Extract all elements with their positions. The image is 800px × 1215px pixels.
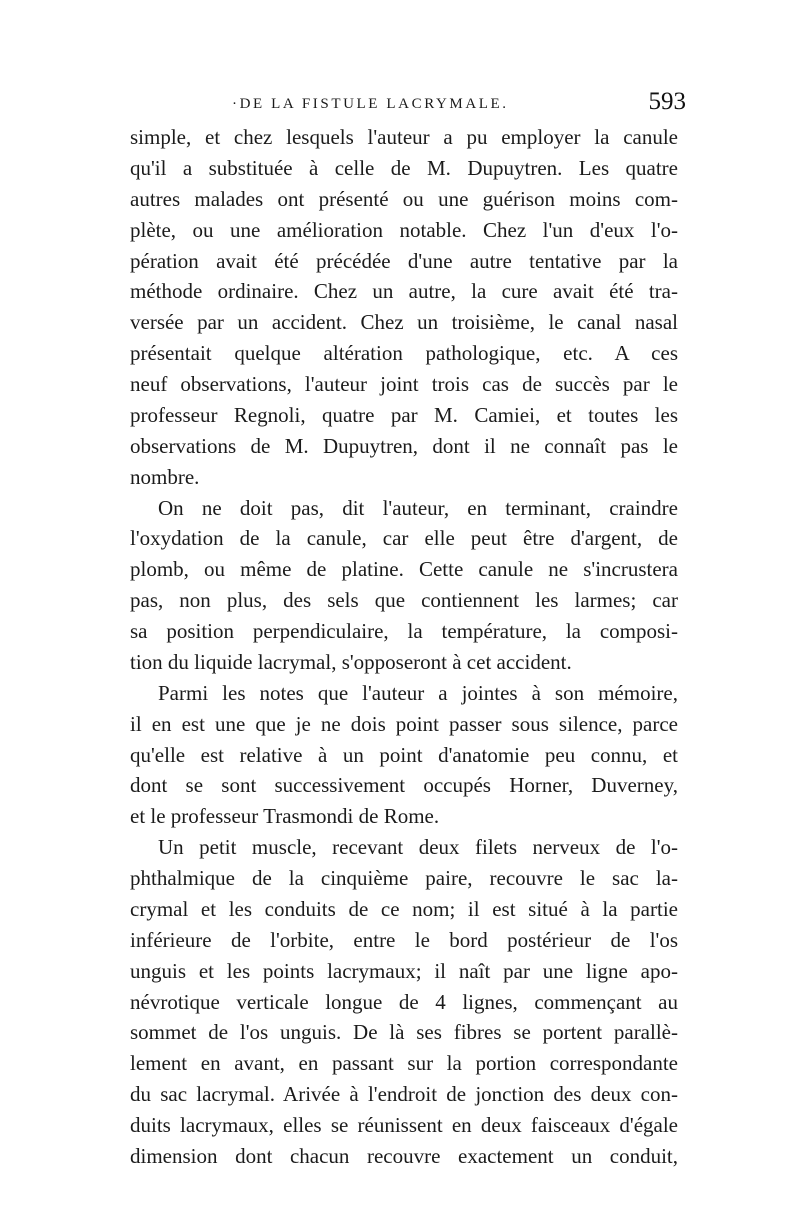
text-line: sa position perpendiculaire, la température, la composi-	[130, 619, 678, 643]
running-title: ·DE LA FISTULE LACRYMALE.	[232, 96, 509, 112]
text-line: dimension dont chacun recouvre exactement un conduit,	[130, 1143, 678, 1168]
text-line: névrotique verticale longue de 4 lignes, commençant au	[130, 989, 678, 1014]
paragraph-start-line: Un petit muscle, recevant deux filets nerveux de l'o-	[158, 835, 678, 860]
text-line: unguis et les points lacrymaux; il naît par une ligne apo-	[130, 958, 678, 983]
text-line: crymal et les conduits de ce nom; il est situé à la partie	[130, 896, 678, 921]
text-line: l'oxydation de la canule, car elle peut être d'argent, de	[130, 526, 678, 551]
text-line: qu'elle est relative à un point d'anatomie peu connu, et	[130, 742, 678, 767]
text-line: pération avait été précédée d'une autre tentative par la	[130, 248, 678, 273]
text-line: présentait quelque altération pathologique, etc. A ces	[130, 341, 678, 366]
text-line: phthalmique de la cinquième paire, recouvre le sac la-	[130, 866, 678, 890]
text-line: plète, ou une amélioration notable. Chez l'un d'eux l'o-	[130, 217, 678, 242]
text-line: tion du liquide lacrymal, s'opposeront à cet accident.	[130, 649, 572, 674]
page-number: 593	[648, 88, 686, 115]
text-line: versée par un accident. Chez un troisième, le canal nasal	[130, 310, 678, 335]
text-line: pas, non plus, des sels que contiennent les larmes; car	[130, 588, 678, 613]
text-line: autres malades ont présenté ou une guérison moins com-	[130, 186, 678, 211]
text-line: observations de M. Dupuytren, dont il ne connaît pas le	[130, 433, 678, 458]
paragraph-start-line: Parmi les notes que l'auteur a jointes à son mémoire,	[158, 680, 678, 705]
text-line: et le professeur Trasmondi de Rome.	[130, 804, 440, 829]
text-line: méthode ordinaire. Chez un autre, la cure avait été tra-	[130, 279, 678, 304]
text-line: sommet de l'os unguis. De là ses fibres se portent parallè-	[130, 1020, 678, 1045]
text-line: professeur Regnoli, quatre par M. Camiei, et toutes les	[130, 402, 678, 427]
text-line: lement en avant, en passant sur la portion correspondante	[130, 1051, 678, 1076]
text-line: simple, et chez lesquels l'auteur a pu employer la canule	[130, 125, 678, 149]
text-line: duits lacrymaux, elles se réunissent en deux faisceaux d'égale	[130, 1113, 678, 1137]
text-line: du sac lacrymal. Arivée à l'endroit de jonction des deux con-	[130, 1082, 678, 1107]
text-line: nombre.	[130, 464, 200, 489]
text-line: neuf observations, l'auteur joint trois cas de succès par le	[130, 372, 678, 396]
body-text	[130, 122, 678, 1172]
text-line: inférieure de l'orbite, entre le bord postérieur de l'os	[130, 927, 678, 952]
text-line: qu'il a substituée à celle de M. Dupuytren. Les quatre	[130, 155, 678, 180]
running-head	[130, 88, 686, 122]
text-line: plomb, ou même de platine. Cette canule ne s'incrustera	[130, 557, 678, 582]
paragraph-start-line: On ne doit pas, dit l'auteur, en terminant, craindre	[158, 495, 678, 520]
text-line: il en est une que je ne dois point passer sous silence, parce	[130, 711, 678, 736]
text-line: dont se sont successivement occupés Horner, Duverney,	[130, 773, 678, 798]
